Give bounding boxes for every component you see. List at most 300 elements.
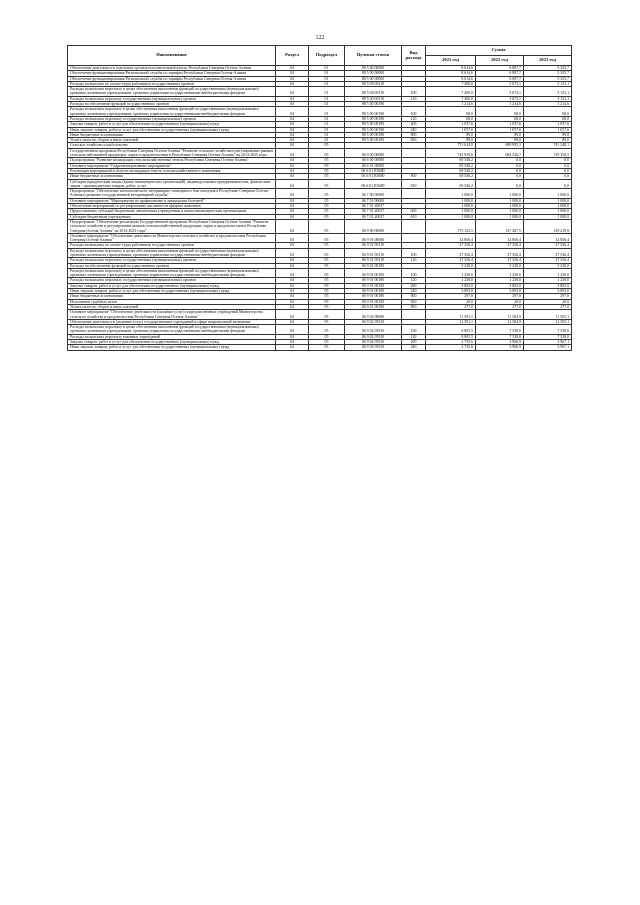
- cell-kind: 850: [402, 138, 426, 143]
- cell-section: 04: [276, 310, 309, 320]
- cell-section: 04: [276, 76, 309, 81]
- table-row: [68, 219, 572, 233]
- cell-subsection: 05: [309, 310, 345, 320]
- cell-name: Расходы на выплаты по оплате труда работников государственных органов: [68, 243, 276, 248]
- cell-section: 04: [276, 233, 309, 243]
- cell-2021: 277,0: [426, 304, 476, 309]
- cell-target: 06 9 01 00190: [345, 263, 402, 268]
- cell-name: Расходы на обеспечение функций государственных органов: [68, 263, 276, 268]
- cell-2023: 5 330,0: [524, 263, 572, 268]
- cell-2022: 297,0: [476, 294, 524, 299]
- cell-target: 06 7 01 00000: [345, 198, 402, 203]
- cell-kind: [402, 310, 426, 320]
- cell-2023: 1 000,0: [524, 198, 572, 203]
- cell-2023: 20,0: [524, 299, 572, 304]
- cell-2021: 2 735,6: [426, 340, 476, 345]
- cell-2022: 1 230,0: [476, 268, 524, 278]
- cell-2022: 11 504,9: [476, 319, 524, 324]
- cell-2023: 7 538,0: [524, 325, 572, 335]
- cell-target: 06 9 02 00000: [345, 310, 402, 320]
- cell-section: 04: [276, 81, 309, 86]
- cell-subsection: 05: [309, 258, 345, 263]
- cell-name: Уплата налогов, сборов и иных платежей: [68, 304, 276, 309]
- cell-name: Подпрограмма "Обеспечение реализации Государственной программы Республики Северная Осетия-Алания "Развитие сельского хозяйства и регулирование рынков сельскохозяйственной продукции, сырья и продовольствия в Республике Северная Осетия-Алания" на 2014-2025 годы": [68, 219, 276, 233]
- table-body: [68, 66, 572, 351]
- cell-subsection: 05: [309, 233, 345, 243]
- cell-section: 04: [276, 294, 309, 299]
- cell-2021: 5 330,0: [426, 263, 476, 268]
- cell-kind: 120: [402, 278, 426, 283]
- cell-2021: 175 123,5: [426, 219, 476, 233]
- cell-2023: 5 141,1: [524, 87, 572, 97]
- cell-section: 04: [276, 143, 309, 148]
- cell-section: 04: [276, 179, 309, 189]
- cell-subsection: 05: [309, 179, 345, 189]
- cell-2022: 5 673,1: [476, 96, 524, 101]
- cell-subsection: 05: [309, 248, 345, 258]
- cell-name: Расходы на выплаты персоналу в целях обеспечения выполнения функций государственными (муниципальными) органами, казенными учреждениями, органами управления государственными внебюджетными фондами: [68, 248, 276, 258]
- cell-subsection: 05: [309, 143, 345, 148]
- cell-kind: 200: [402, 340, 426, 345]
- cell-name: Подпрограмма "Развитие мелиорации сельскохозяйственных земель Республики Северная Осетия-Алания": [68, 158, 276, 163]
- cell-2022: 1 057,6: [476, 122, 524, 127]
- cell-subsection: 05: [309, 268, 345, 278]
- cell-2021: 1 000,0: [426, 214, 476, 219]
- cell-2023: 11 505,1: [524, 310, 572, 320]
- cell-section: 04: [276, 189, 309, 199]
- cell-2021: 69 546,2: [426, 168, 476, 173]
- cell-section: 04: [276, 138, 309, 143]
- cell-kind: 120: [402, 258, 426, 263]
- cell-target: 06 6 01 R5680: [345, 168, 402, 173]
- cell-subsection: 01: [309, 66, 345, 71]
- cell-2022: 7 538,0: [476, 334, 524, 339]
- cell-target: 06 9 01 00190: [345, 304, 402, 309]
- cell-subsection: 05: [309, 204, 345, 209]
- cell-kind: 200: [402, 122, 426, 127]
- page-number: 122: [315, 35, 325, 41]
- cell-name: Предоставление субсидий бюджетным, автономным учреждениям и иным некоммерческим организациям: [68, 209, 276, 214]
- cell-2021: 3 803,0: [426, 289, 476, 294]
- cell-2021: 69 546,2: [426, 174, 476, 179]
- cell-2022: 20,0: [476, 299, 524, 304]
- cell-2023: 1 057,6: [524, 122, 572, 127]
- cell-subsection: 05: [309, 243, 345, 248]
- cell-section: 04: [276, 289, 309, 294]
- cell-kind: 610: [402, 214, 426, 219]
- cell-target: 88 5 00 00110: [345, 87, 402, 97]
- cell-2021: 8 614,6: [426, 71, 476, 76]
- cell-target: 06 6 00 00000: [345, 158, 402, 163]
- cell-section: 04: [276, 71, 309, 76]
- cell-2023: 139 219,9: [524, 219, 572, 233]
- table-row: [68, 189, 572, 199]
- cell-2023: 1 000,0: [524, 189, 572, 199]
- cell-2023: 1 057,6: [524, 127, 572, 132]
- cell-name: Основное мероприятие "Обеспечение деятельности (оказание услуг) подведомственных учреждений Министерства сельского хозяйства и продовольствия Республики Северная Осетия-Алания": [68, 310, 276, 320]
- cell-2021: 1 000,0: [426, 204, 476, 209]
- cell-2022: 0,0: [476, 168, 524, 173]
- table-row: [68, 87, 572, 97]
- cell-section: 04: [276, 204, 309, 209]
- cell-2021: 8 614,6: [426, 76, 476, 81]
- cell-2022: 5 330,0: [476, 263, 524, 268]
- cell-kind: 240: [402, 345, 426, 350]
- header-sum: Сумма: [426, 46, 572, 56]
- cell-kind: 240: [402, 127, 426, 132]
- cell-subsection: 05: [309, 283, 345, 288]
- cell-kind: 100: [402, 248, 426, 258]
- cell-2022: 147 267,5: [476, 219, 524, 233]
- cell-subsection: 05: [309, 174, 345, 179]
- cell-subsection: 01: [309, 116, 345, 121]
- cell-target: 88 5 00 00190: [345, 138, 402, 143]
- cell-2023: 277,0: [524, 304, 572, 309]
- cell-2022: 6 887,7: [476, 66, 524, 71]
- cell-section: 04: [276, 132, 309, 137]
- cell-subsection: 01: [309, 127, 345, 132]
- cell-2023: 27 526,4: [524, 243, 572, 248]
- cell-target: 88 5 00 00000: [345, 66, 402, 71]
- cell-2023: 3 967,1: [524, 345, 572, 350]
- cell-2022: 1 230,0: [476, 278, 524, 283]
- cell-subsection: 05: [309, 319, 345, 324]
- cell-2021: 1 000,0: [426, 189, 476, 199]
- cell-subsection: 01: [309, 122, 345, 127]
- cell-section: 04: [276, 116, 309, 121]
- cell-target: 06 7 01 20037: [345, 204, 402, 209]
- cell-2022: 89,0: [476, 132, 524, 137]
- cell-2023: 741 248,1: [524, 143, 572, 148]
- cell-2023: 89,0: [524, 138, 572, 143]
- cell-target: 06 9 01 00190: [345, 278, 402, 283]
- cell-section: 04: [276, 168, 309, 173]
- cell-2022: 7 538,0: [476, 325, 524, 335]
- cell-2022: 0,0: [476, 179, 524, 189]
- cell-section: 04: [276, 66, 309, 71]
- cell-kind: 100: [402, 325, 426, 335]
- cell-2022: 3 803,0: [476, 283, 524, 288]
- cell-subsection: 01: [309, 96, 345, 101]
- cell-kind: 120: [402, 96, 426, 101]
- cell-kind: [402, 233, 426, 243]
- cell-name: Обеспечение функционирования Региональной службы по тарифам Республики Северная Осетия-Алания: [68, 71, 276, 76]
- cell-section: 04: [276, 268, 309, 278]
- cell-target: 06 9 02 05910: [345, 334, 402, 339]
- cell-2023: 7 538,0: [524, 334, 572, 339]
- cell-2023: 1 000,0: [524, 209, 572, 214]
- cell-2023: 27 526,4: [524, 248, 572, 258]
- cell-name: Обеспечение мероприятий по регулированию численности вредных животных: [68, 204, 276, 209]
- cell-target: 06 9 01 00110: [345, 248, 402, 258]
- cell-name: Реализация мероприятий в области мелиорации земель сельскохозяйственного назначения: [68, 168, 276, 173]
- cell-2022: 89,0: [476, 138, 524, 143]
- cell-2023: 1 230,0: [524, 278, 572, 283]
- cell-subsection: 05: [309, 198, 345, 203]
- cell-2023: 0,0: [524, 163, 572, 168]
- cell-2021: 1 230,0: [426, 278, 476, 283]
- cell-2023: 5 355,7: [524, 66, 572, 71]
- cell-subsection: 01: [309, 132, 345, 137]
- cell-kind: 830: [402, 299, 426, 304]
- cell-target: 06 9 01 00000: [345, 233, 402, 243]
- cell-2021: 11 591,1: [426, 310, 476, 320]
- cell-subsection: 05: [309, 219, 345, 233]
- cell-2021: 1 230,0: [426, 268, 476, 278]
- cell-subsection: 01: [309, 87, 345, 97]
- cell-kind: 100: [402, 107, 426, 117]
- cell-2021: 27 526,4: [426, 248, 476, 258]
- cell-2021: 3 803,0: [426, 283, 476, 288]
- cell-2022: 3 803,0: [476, 289, 524, 294]
- cell-section: 04: [276, 325, 309, 335]
- cell-name: Сельское хозяйство и рыболовство: [68, 143, 276, 148]
- cell-2021: 68,0: [426, 107, 476, 117]
- cell-target: 06 9 02 05910: [345, 345, 402, 350]
- cell-name: Расходы на выплаты по оплате труда работников государственных органов: [68, 81, 276, 86]
- cell-section: 04: [276, 198, 309, 203]
- cell-2021: 1 057,6: [426, 127, 476, 132]
- cell-name: Иные бюджетные ассигнования: [68, 132, 276, 137]
- cell-2023: 0,0: [524, 158, 572, 163]
- cell-subsection: 05: [309, 214, 345, 219]
- cell-section: 04: [276, 127, 309, 132]
- cell-target: 06 9 02 05910: [345, 325, 402, 335]
- cell-subsection: 01: [309, 81, 345, 86]
- cell-2022: 68,0: [476, 107, 524, 117]
- cell-2023: 68,0: [524, 116, 572, 121]
- cell-2022: 6 887,7: [476, 76, 524, 81]
- cell-section: 04: [276, 278, 309, 283]
- cell-2022: 6 887,7: [476, 71, 524, 76]
- cell-kind: 800: [402, 132, 426, 137]
- cell-subsection: 01: [309, 76, 345, 81]
- cell-2022: 0,0: [476, 174, 524, 179]
- header-section: Раздел: [276, 46, 309, 66]
- cell-target: 06 9 01 00190: [345, 299, 402, 304]
- cell-target: 88 5 00 00190: [345, 107, 402, 117]
- cell-2023: 297,0: [524, 294, 572, 299]
- cell-name: Расходы на выплаты персоналу государственных (муниципальных) органов: [68, 96, 276, 101]
- cell-target: 06 9 02 05910: [345, 319, 402, 324]
- cell-subsection: 05: [309, 168, 345, 173]
- cell-2021: 745 939,6: [426, 148, 476, 158]
- cell-target: 06 7 01 20037: [345, 214, 402, 219]
- cell-section: 04: [276, 174, 309, 179]
- cell-subsection: 05: [309, 340, 345, 345]
- cell-name: Расходы на выплаты персоналу государственных (муниципальных) органов: [68, 278, 276, 283]
- cell-subsection: 01: [309, 107, 345, 117]
- cell-name: Расходы на выплаты персоналу в целях обеспечения выполнения функций государственными (муниципальными) органами, казенными учреждениями, органами управления государственными внебюджетными фондами: [68, 325, 276, 335]
- header-year-2021: 2021 год: [426, 56, 476, 66]
- cell-name: Расходы на выплаты персоналу казенных учреждений: [68, 334, 276, 339]
- cell-target: 06 6 01 00000: [345, 163, 402, 168]
- cell-subsection: 05: [309, 158, 345, 163]
- cell-subsection: 05: [309, 334, 345, 339]
- cell-subsection: 01: [309, 102, 345, 107]
- cell-name: Расходы на выплаты персоналу государственных (муниципальных) органов: [68, 258, 276, 263]
- cell-name: Уплата налогов, сборов и иных платежей: [68, 138, 276, 143]
- cell-name: Обеспечение деятельности отдельных органов исполнительной власти Республики Северная Осетия-Алания: [68, 66, 276, 71]
- cell-kind: 110: [402, 334, 426, 339]
- cell-target: 06 6 01 R5680: [345, 174, 402, 179]
- cell-name: Расходы на выплаты персоналу в целях обеспечения выполнения функций государственными (муниципальными) органами, казенными учреждениями, органами управления государственными внебюджетными фондами: [68, 87, 276, 97]
- table-row: [68, 268, 572, 278]
- cell-2021: 1 214,6: [426, 102, 476, 107]
- table-row: [68, 148, 572, 158]
- cell-name: Обеспечение деятельности (оказание услуг) государственных учреждений в сфере национальной экономики: [68, 319, 276, 324]
- cell-2023: 1 000,0: [524, 204, 572, 209]
- cell-2022: 0,0: [476, 158, 524, 163]
- table-row: [68, 325, 572, 335]
- cell-2021: 7 400,0: [426, 96, 476, 101]
- cell-section: 04: [276, 148, 309, 158]
- cell-name: Иные закупки товаров, работ и услуг для обеспечения государственных (муниципальных) нужд: [68, 345, 276, 350]
- cell-target: 88 5 00 00000: [345, 71, 402, 76]
- cell-2022: 1 214,6: [476, 102, 524, 107]
- cell-2023: 1 230,0: [524, 268, 572, 278]
- cell-subsection: 05: [309, 148, 345, 158]
- cell-2021: 69 546,2: [426, 158, 476, 163]
- cell-kind: 100: [402, 268, 426, 278]
- header-kind: Вид расхода: [402, 46, 426, 66]
- cell-name: Закупка товаров, работ и услуг для обеспечения государственных (муниципальных) нужд: [68, 122, 276, 127]
- cell-name: Основное мероприятие "Гидромелиоративные мероприятия": [68, 163, 276, 168]
- cell-subsection: 05: [309, 163, 345, 168]
- cell-name: Иные бюджетные ассигнования: [68, 174, 276, 179]
- header-year-2023: 2023 год: [524, 56, 572, 66]
- cell-name: Иные бюджетные ассигнования: [68, 294, 276, 299]
- cell-2021: 297,0: [426, 294, 476, 299]
- cell-2022: 1 000,0: [476, 214, 524, 219]
- cell-target: 06 9 02 05910: [345, 340, 402, 345]
- cell-section: 04: [276, 283, 309, 288]
- cell-name: Расходы на обеспечение функций государственных органов: [68, 102, 276, 107]
- cell-2023: 89,0: [524, 132, 572, 137]
- cell-2021: 1 057,6: [426, 122, 476, 127]
- table-row: [68, 310, 572, 320]
- cell-kind: 850: [402, 304, 426, 309]
- cell-target: 06 9 01 00190: [345, 289, 402, 294]
- cell-section: 04: [276, 209, 309, 214]
- cell-2023: 5 141,1: [524, 81, 572, 86]
- cell-subsection: 05: [309, 278, 345, 283]
- cell-name: Расходы на выплаты персоналу в целях обеспечения выполнения функций государственными (муниципальными) органами, казенными учреждениями, органами управления государственными внебюджетными фондами: [68, 107, 276, 117]
- cell-target: 06 9 01 00110: [345, 243, 402, 248]
- cell-target: 06 9 00 00000: [345, 219, 402, 233]
- cell-2021: 7 400,0: [426, 87, 476, 97]
- cell-target: 06 9 01 00110: [345, 258, 402, 263]
- cell-name: Расходы на выплаты персоналу государственных (муниципальных) органов: [68, 116, 276, 121]
- cell-subsection: 05: [309, 345, 345, 350]
- cell-kind: 120: [402, 116, 426, 121]
- header-row: [68, 46, 572, 56]
- cell-2023: 5 141,1: [524, 96, 572, 101]
- cell-2023: 3 803,0: [524, 283, 572, 288]
- cell-name: Закупка товаров, работ и услуг для обеспечения государственных (муниципальных) нужд: [68, 283, 276, 288]
- cell-name: Субсидии бюджетным учреждениям: [68, 214, 276, 219]
- cell-name: Закупка товаров, работ и услуг для обеспечения государственных (муниципальных) нужд: [68, 340, 276, 345]
- cell-subsection: 05: [309, 189, 345, 199]
- cell-2021: 8 805,5: [426, 334, 476, 339]
- cell-2022: 11 504,9: [476, 310, 524, 320]
- cell-target: 06 7 00 00000: [345, 189, 402, 199]
- cell-2021: 32 856,4: [426, 233, 476, 243]
- cell-kind: 800: [402, 294, 426, 299]
- cell-target: 88 5 00 00190: [345, 116, 402, 121]
- cell-section: 04: [276, 214, 309, 219]
- cell-kind: [402, 148, 426, 158]
- cell-2021: 89,0: [426, 132, 476, 137]
- table-row: [68, 233, 572, 243]
- cell-section: 04: [276, 340, 309, 345]
- cell-section: 04: [276, 304, 309, 309]
- cell-section: 04: [276, 345, 309, 350]
- cell-kind: 200: [402, 283, 426, 288]
- cell-target: 06 6 01 R5680: [345, 179, 402, 189]
- cell-kind: 100: [402, 87, 426, 97]
- cell-2022: 277,0: [476, 304, 524, 309]
- cell-section: 04: [276, 122, 309, 127]
- cell-name: Субсидии юридическим лицам (кроме некоммерческих организаций), индивидуальным предпринимателям, физическим лицам - производителям товаров, работ, услуг: [68, 179, 276, 189]
- cell-2021: 1 000,0: [426, 198, 476, 203]
- cell-2023: 0,0: [524, 174, 572, 179]
- cell-section: 04: [276, 334, 309, 339]
- cell-2021: 68,0: [426, 116, 476, 121]
- cell-2022: 32 856,4: [476, 233, 524, 243]
- cell-section: 04: [276, 299, 309, 304]
- cell-2022: 68,0: [476, 116, 524, 121]
- table-row: [68, 179, 572, 189]
- cell-target: 06 9 01 00190: [345, 268, 402, 278]
- cell-2021: 8 614,6: [426, 66, 476, 71]
- cell-kind: 240: [402, 289, 426, 294]
- cell-2023: 5 355,7: [524, 76, 572, 81]
- cell-subsection: 05: [309, 299, 345, 304]
- cell-target: 88 5 00 00110: [345, 96, 402, 101]
- cell-2023: 32 856,4: [524, 233, 572, 243]
- cell-name: Исполнение судебных актов: [68, 299, 276, 304]
- cell-subsection: 05: [309, 209, 345, 214]
- cell-kind: [402, 219, 426, 233]
- cell-target: 88 5 00 00110: [345, 81, 402, 86]
- cell-name: Подпрограмма "Обеспечение эпизоотического, ветеринарно-санитарного благополучия в Республике Северная Осетия-Алания и развитие государственной ветеринарной службы": [68, 189, 276, 199]
- cell-2021: 11 591,1: [426, 319, 476, 324]
- cell-name: Иные закупки товаров, работ и услуг для обеспечения государственных (муниципальных) нужд: [68, 289, 276, 294]
- cell-section: 04: [276, 319, 309, 324]
- budget-table: [67, 45, 572, 351]
- cell-section: 04: [276, 163, 309, 168]
- cell-2021: 20,0: [426, 299, 476, 304]
- cell-subsection: 05: [309, 294, 345, 299]
- cell-target: 06 7 01 20037: [345, 209, 402, 214]
- cell-2022: 0,0: [476, 163, 524, 168]
- cell-subsection: 01: [309, 138, 345, 143]
- header-target: Целевая статья: [345, 46, 402, 66]
- cell-2021: 27 526,4: [426, 243, 476, 248]
- cell-target: 88 5 00 00190: [345, 132, 402, 137]
- cell-2022: 27 526,4: [476, 248, 524, 258]
- cell-2023: 0,0: [524, 168, 572, 173]
- cell-section: 04: [276, 158, 309, 163]
- cell-2021: 27 526,4: [426, 258, 476, 263]
- cell-section: 04: [276, 263, 309, 268]
- cell-2022: 689 995,3: [476, 143, 524, 148]
- cell-2023: 1 214,6: [524, 102, 572, 107]
- cell-subsection: 05: [309, 304, 345, 309]
- table-row: [68, 248, 572, 258]
- header-year-2022: 2022 год: [476, 56, 524, 66]
